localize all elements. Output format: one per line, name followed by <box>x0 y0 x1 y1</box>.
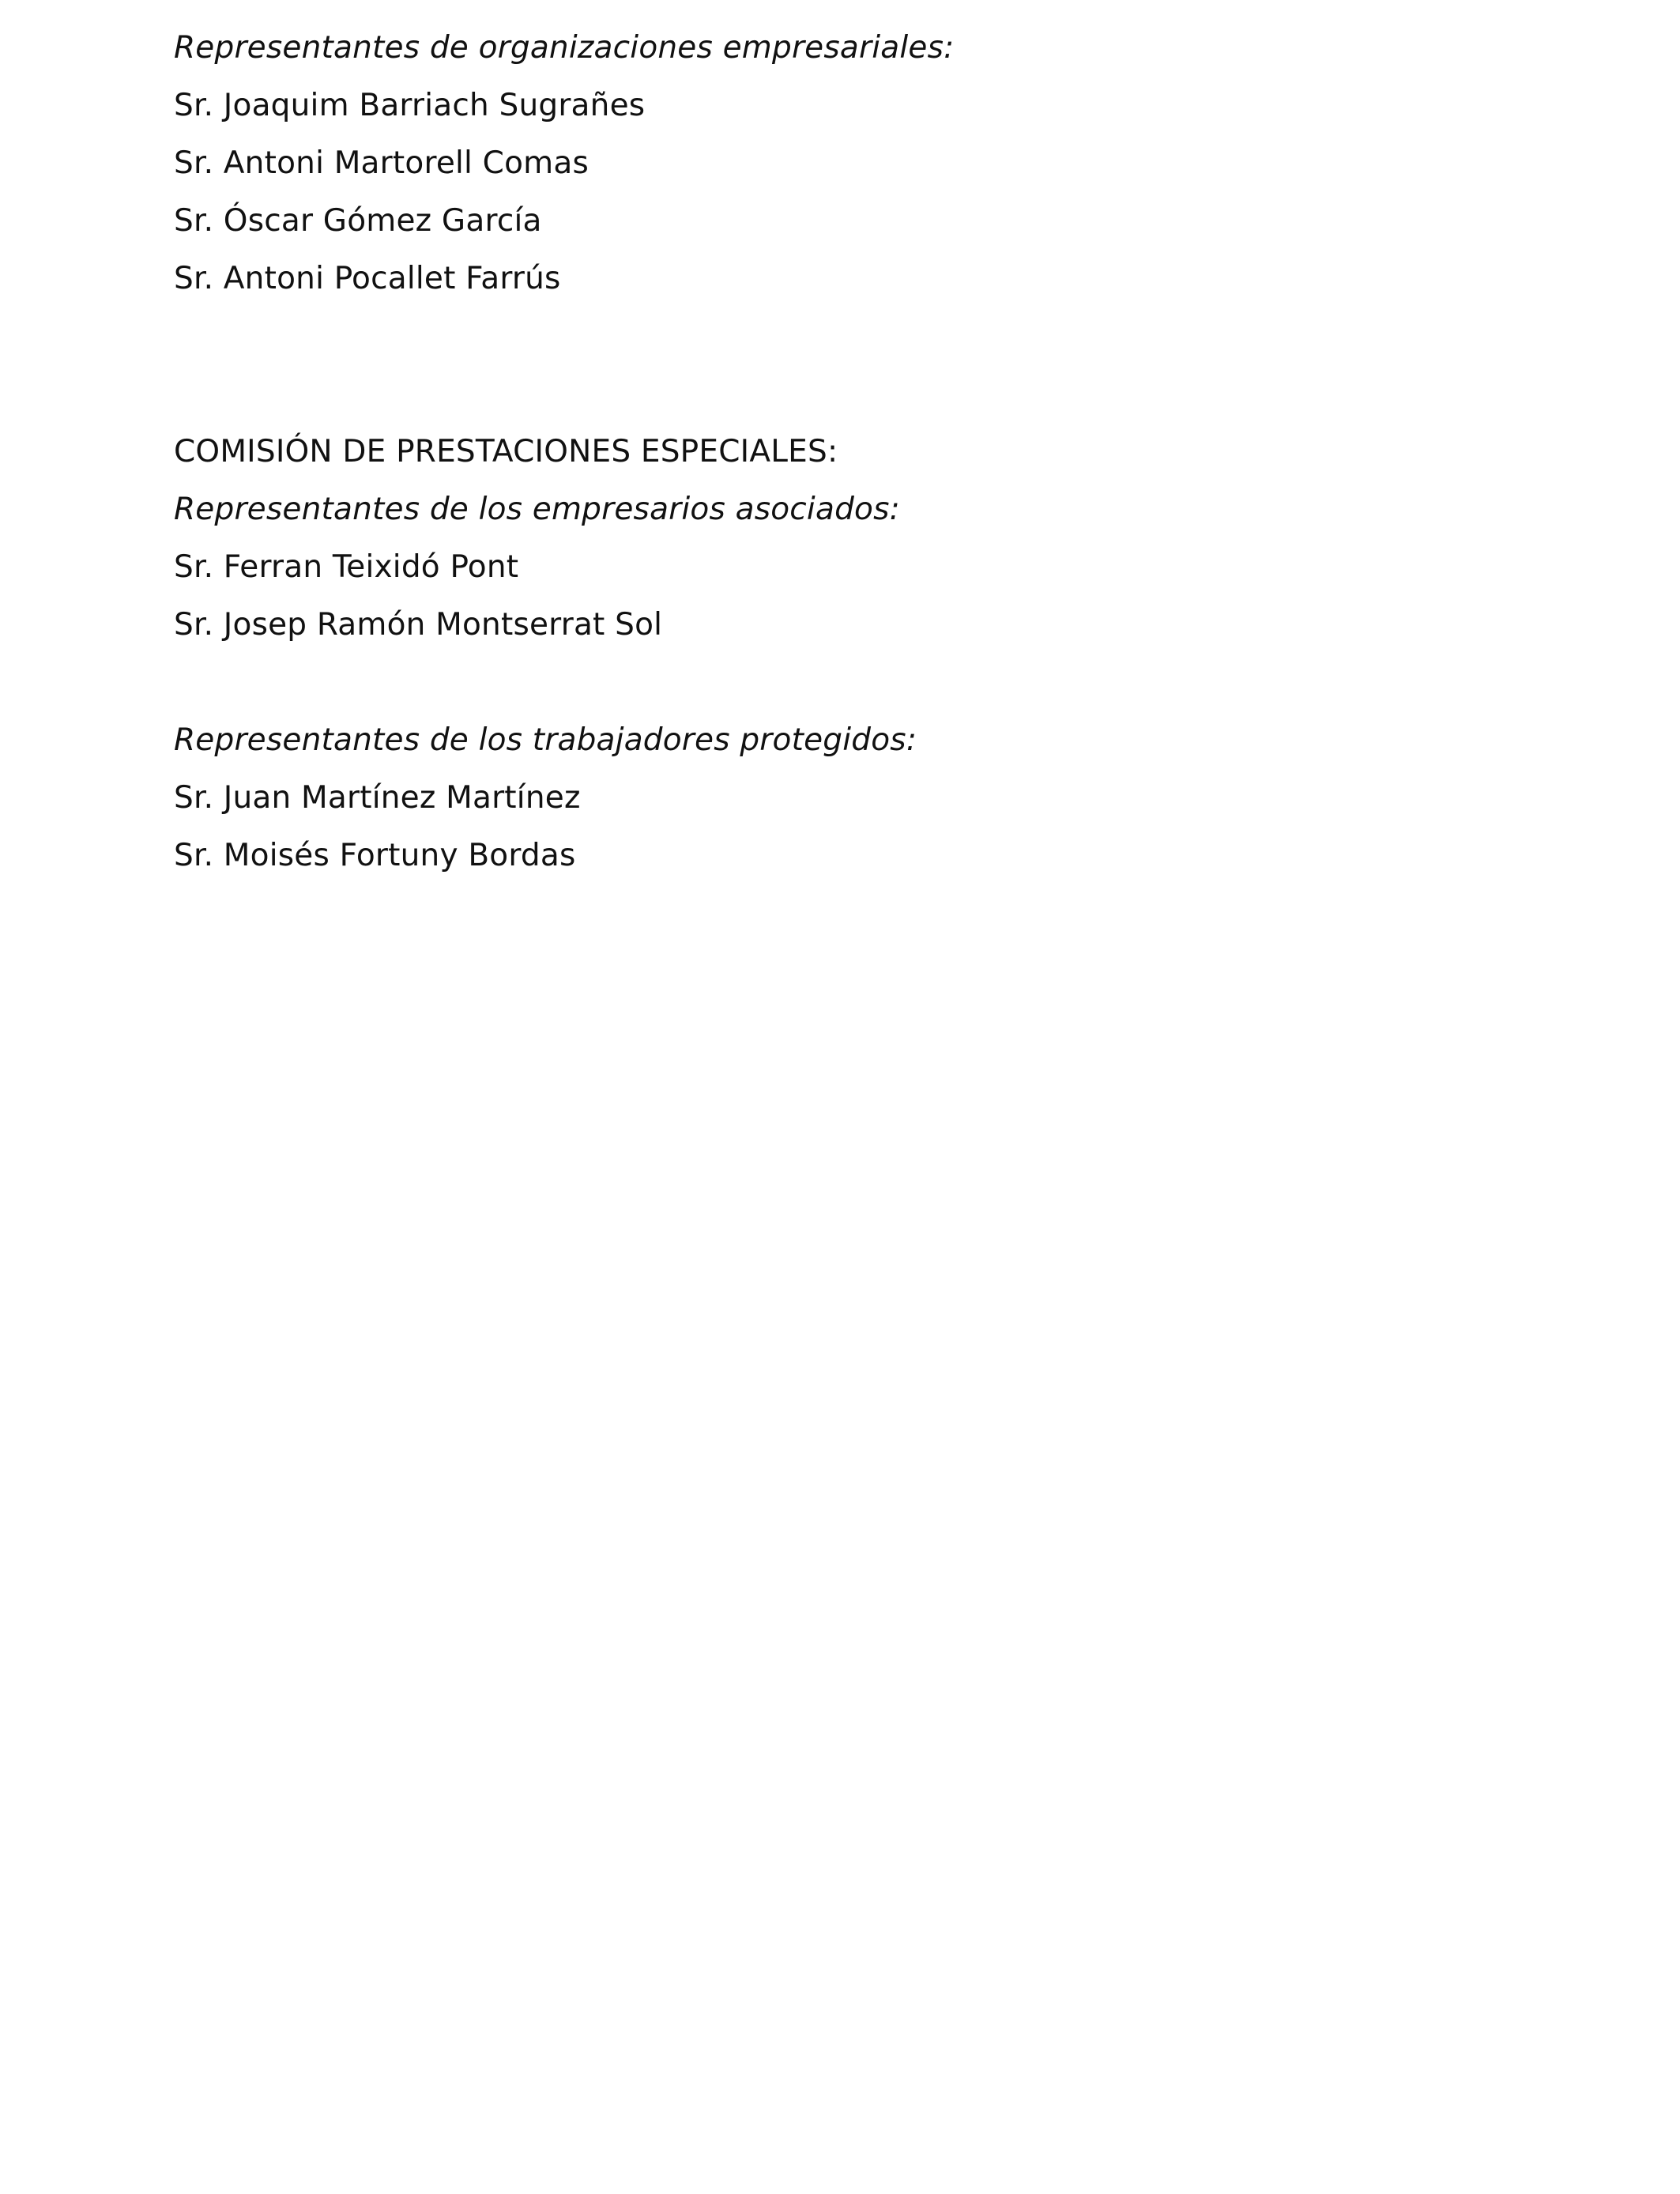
spacer <box>174 365 1517 423</box>
spacer <box>174 307 1517 365</box>
subheading-organizaciones-empresariales: Representantes de organizaciones empresariales: <box>174 30 955 66</box>
subheading-trabajadores-protegidos: Representantes de los trabajadores protegidos: <box>174 722 917 758</box>
name-line: Sr. Josep Ramón Montserrat Sol <box>174 607 663 643</box>
name-line: Sr. Antoni Martorell Comas <box>174 145 589 181</box>
name-line: Sr. Ferran Teixidó Pont <box>174 549 519 585</box>
subheading-empresarios-asociados: Representantes de los empresarios asociados: <box>174 492 900 527</box>
section-comision-prestaciones <box>174 423 1517 884</box>
name-line: Sr. Óscar Gómez García <box>174 203 542 239</box>
section-organizaciones-empresariales <box>174 19 1517 307</box>
name-line: Sr. Juan Martínez Martínez <box>174 780 581 816</box>
document-content <box>174 19 1517 884</box>
name-line: Sr. Moisés Fortuny Bordas <box>174 838 576 873</box>
name-line: Sr. Joaquim Barriach Sugrañes <box>174 88 646 123</box>
spacer <box>174 654 1517 711</box>
name-line: Sr. Antoni Pocallet Farrús <box>174 261 561 296</box>
section-heading: COMISIÓN DE PRESTACIONES ESPECIALES: <box>174 434 838 469</box>
